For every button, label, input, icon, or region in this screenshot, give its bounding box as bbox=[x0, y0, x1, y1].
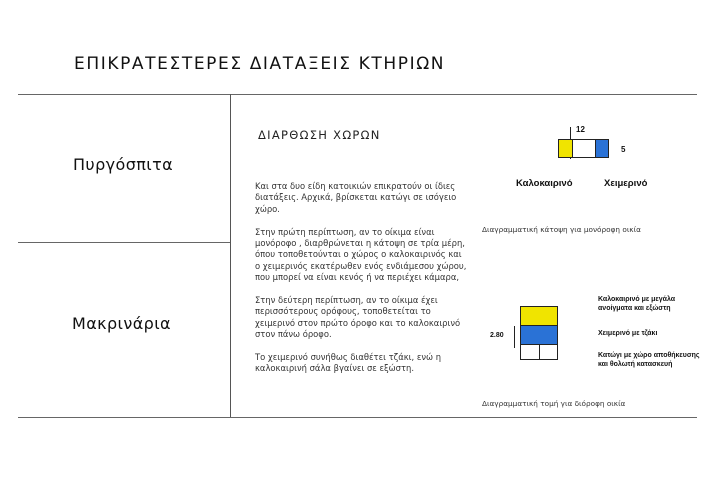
body-text bbox=[255, 181, 467, 386]
section-floor-winter bbox=[520, 325, 558, 345]
plan-label-summer: Καλοκαιρινό bbox=[516, 178, 573, 189]
plan-room-middle bbox=[572, 139, 596, 158]
paragraph-3: Στην δεύτερη περίπτωση, αν το οίκιμα έχει περισσότερους ορόφους, τοποθετείται το χειμερινό στον πρώτο όροφο και το καλοκαιρινό στον πάνω όροφο. bbox=[255, 295, 461, 340]
section-floor-summer bbox=[520, 306, 558, 326]
plan-dimension-side: 5 bbox=[621, 145, 626, 154]
section-floor-katogi-left bbox=[520, 344, 540, 360]
plan-room-winter bbox=[595, 139, 609, 158]
column-divider bbox=[230, 94, 231, 417]
plan-caption: Διαγραμματική κάτοψη για μονόροφη οικία bbox=[482, 225, 641, 234]
paragraph-4: Το χειμερινό συνήθως διαθέτει τζάκι, ενώ η καλοκαιρινή σάλα βγαίνει σε εξώστη. bbox=[255, 352, 442, 374]
page-title: ΕΠΙΚΡΑΤΕΣΤΕΡΕΣ ΔΙΑΤΑΞΕΙΣ ΚΤΗΡΙΩΝ bbox=[74, 54, 446, 74]
section-label-middle: Χειμερινό με τζάκι bbox=[598, 330, 658, 337]
plan-dimension-top: 12 bbox=[576, 125, 585, 134]
section-dimension-height: 2.80 bbox=[490, 332, 504, 339]
section-floor-katogi-right bbox=[539, 344, 558, 360]
section-title: ΔΙΑΡΘΩΣΗ ΧΩΡΩΝ bbox=[258, 128, 381, 142]
section-diagram bbox=[480, 290, 700, 385]
table-bottom-border bbox=[18, 417, 697, 418]
paragraph-2: Στην πρώτη περίπτωση, αν το οίκιμα είναι μονόροφο , διαρθρώνεται η κάτοψη σε τρία μέρη, όπου τοποθετούνται ο χώρος ο καλοκαιρινός και ο χειμερινός εκατέρωθεν ενός ενδιάμεσου χώρου, που μπορεί να είναι κενός ή να περιέχει κάμαρα, bbox=[255, 226, 467, 283]
paragraph-1: Και στα δυο είδη κατοικιών επικρατούν οι ίδιες διατάξεις. Αρχικά, βρίσκεται κατώγι σε ισόγειο χώρο. bbox=[255, 181, 457, 214]
plan-label-winter: Χειμερινό bbox=[604, 178, 648, 189]
section-label-bottom: Κατώγι με χώρο αποθήκευσης και θολωτή κατασκευή bbox=[598, 352, 700, 368]
row-divider bbox=[18, 242, 230, 243]
section-dimension-line bbox=[514, 326, 515, 348]
row-label-pyrgospita: Πυργόσπιτα bbox=[73, 155, 174, 174]
table-top-border bbox=[18, 94, 697, 95]
row-label-makrinaria: Μακρινάρια bbox=[72, 314, 171, 333]
plan-room-summer bbox=[558, 139, 573, 158]
section-label-top: Καλοκαιρινό με μεγάλα ανοίγματα και εξώστη bbox=[598, 296, 676, 312]
section-caption: Διαγραμματική τομή για διόροφη οικία bbox=[482, 399, 626, 408]
plan-diagram bbox=[516, 118, 670, 198]
